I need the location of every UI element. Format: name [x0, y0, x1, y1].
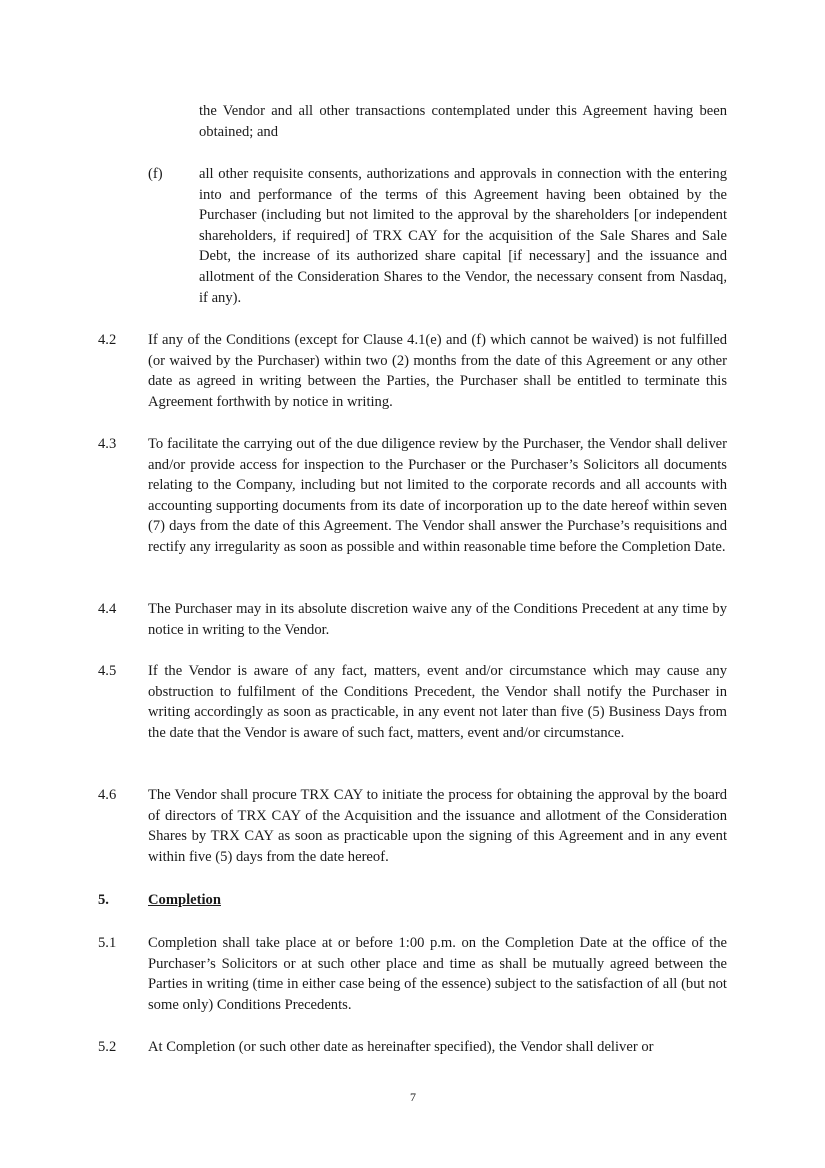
clause-text: The Purchaser may in its absolute discretion waive any of the Conditions Precedent at any time by notice in writing to the Vendor. — [148, 601, 727, 638]
clause-number: 4.5 — [98, 663, 117, 679]
clause-number: 4.6 — [98, 787, 117, 803]
clause-number: 5.2 — [98, 1039, 117, 1055]
clause-number: 4.4 — [98, 601, 117, 617]
clause-e-continuation: the Vendor and all other transactions contemplated under this Agreement having been obtained; and — [199, 103, 727, 140]
clause-number: 4.2 — [98, 332, 117, 348]
clause-text: If any of the Conditions (except for Clause 4.1(e) and (f) which cannot be waived) is not fulfilled (or waived by the Purchaser) within two (2) months from the date of this Agreement or any other date as agreed in writing between the Parties, the Purchaser shall be entitled to terminate this Agreement forthwith by notice in writing. — [148, 332, 727, 410]
clause-text: At Completion (or such other date as hereinafter specified), the Vendor shall deliver or — [148, 1039, 654, 1055]
clause-number: 5.1 — [98, 935, 117, 951]
clause-number: 4.3 — [98, 436, 117, 452]
clause-text: To facilitate the carrying out of the due diligence review by the Purchaser, the Vendor shall deliver and/or provide access for inspection to the Purchaser or the Purchaser’s Solicitors all documents relating to the Company, including but not limited to the corporate records and all accounts with accounting supporting documents from its date of incorporation up to the date hereof within seven (7) days from the date of this Agreement. The Vendor shall answer the Purchase’s requisitions and rectify any irregularity as soon as possible and within reasonable time before the Completion Date. — [148, 436, 727, 555]
clause-text: The Vendor shall procure TRX CAY to initiate the process for obtaining the approval by the board of directors of TRX CAY of the Acquisition and the issuance and allotment of the Consideration Shares by TRX CAY as soon as practicable upon the signing of this Agreement and in any event within five (5) days from the date hereof. — [148, 787, 727, 865]
section-title: Completion — [148, 892, 221, 908]
clause-text: Completion shall take place at or before 1:00 p.m. on the Completion Date at the office of the Purchaser’s Solicitors or at such other place and time as shall be mutually agreed between the Parties in writing (time in either case being of the essence) subject to the satisfaction of all (but not some only) Conditions Precedents. — [148, 935, 727, 1013]
page-number: 7 — [410, 1090, 416, 1104]
clause-text: If the Vendor is aware of any fact, matters, event and/or circumstance which may cause any obstruction to fulfilment of the Conditions Precedent, the Vendor shall notify the Purchaser in writing accordingly as soon as practicable, in any event not later than five (5) Business Days from the date that the Vendor is aware of such fact, matters, event and/or circumstance. — [148, 663, 727, 741]
section-number: 5. — [98, 892, 109, 908]
clause-f-text: all other requisite consents, authorizations and approvals in connection with the entering into and performance of the terms of this Agreement having been obtained by the Purchaser (including but not limited to the approval by the shareholders [or independent shareholders, if required] of TRX CAY for the acquisition of the Sale Shares and Sale Debt, the increase of its authorized share capital [if necessary] and the issuance and allotment of the Consideration Shares to the Vendor, the necessary consent from Nasdaq, if any). — [199, 166, 727, 306]
clause-f-label: (f) — [148, 166, 163, 182]
